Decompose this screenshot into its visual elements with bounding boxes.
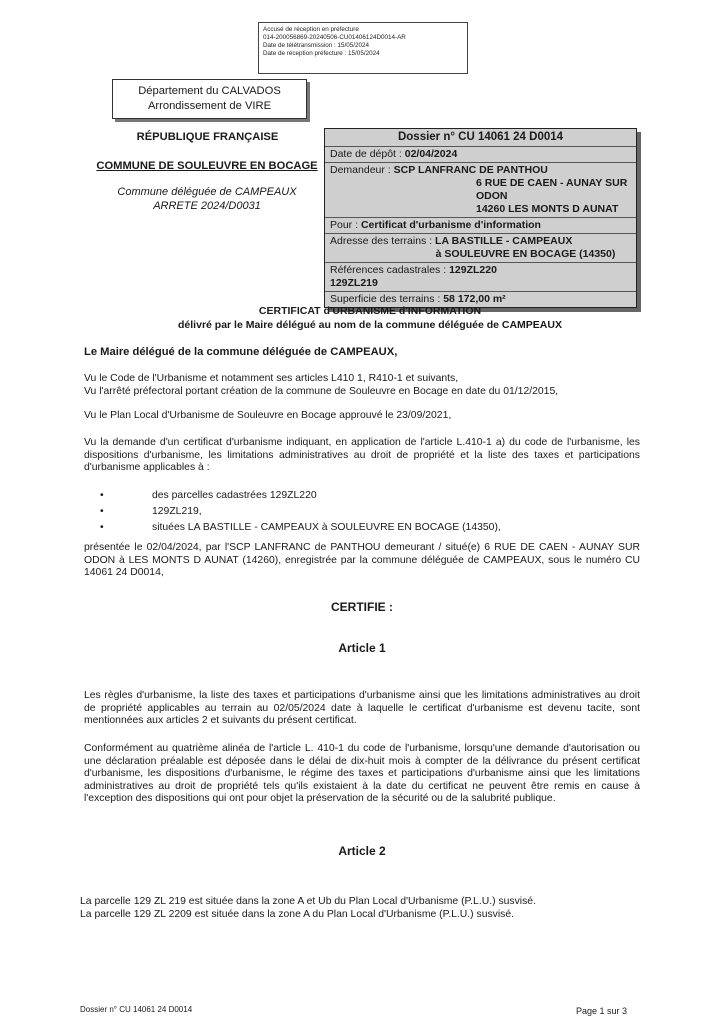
parcel-zone-2209: La parcelle 129 ZL 2209 est située dans la zone A du Plan Local d'Urbanisme (P.L.U.) susvisé. [80,908,515,920]
article-2-heading: Article 2 [338,844,386,858]
adresse-line2: à SOULEUVRE EN BOCAGE (14350) [435,248,616,260]
commune-heading: COMMUNE DE SOULEUVRE EN BOCAGE [96,160,318,172]
adresse-label: Adresse des terrains : [330,235,436,247]
adresse-line1: LA BASTILLE - CAMPEAUX [435,235,573,247]
article-2-parcels [80,896,636,921]
demandeur-address: 6 RUE DE CAEN - AUNAY SUR ODON [476,177,628,202]
list-item: • des parcelles cadastrées 129ZL220 [100,488,501,504]
pour-value: Certificat d'urbanisme d'information [360,219,541,231]
dossier-box [324,128,637,308]
page-number: Page 1 sur 3 [576,1006,628,1016]
vu-code-urbanisme: Vu le Code de l'Urbanisme et notamment ses articles L410 1, R410-1 et suivants, [84,373,459,384]
dossier-pour-row [325,218,636,234]
list-item: • situées LA BASTILLE - CAMPEAUX à SOULEUVRE EN BOCAGE (14350), [100,520,501,536]
arrondissement: Arrondissement de VIRE [147,100,272,112]
superficie-label: Superficie des terrains : [330,293,444,305]
reference-2: 129ZL219 [330,277,378,289]
certificate-title-line1: CERTIFICAT d'URBANISME d'INFORMATION [258,305,482,317]
pour-label: Pour : [330,219,361,231]
superficie-value: 58 172,00 m² [443,293,506,305]
demandeur-name: SCP LANFRANC DE PANTHOU [393,164,548,176]
arrete-number: ARRETE 2024/D0031 [153,200,261,212]
list-item: • 129ZL219, [100,504,501,520]
parcel-item-3: situées LA BASTILLE - CAMPEAUX à SOULEUVRE EN BOCAGE (14350), [152,522,501,533]
presentee-paragraph: présentée le 02/04/2024, par l'SCP LANFRANC de PANTHOU demeurant / situé(e) 6 RUE DE CAEN - AUNAY SUR ODON à LES MONTS D AUNAT (14260), enregistrée par la commune déléguée de CAMPEAUX, sous le numéro CU 14061 24 D0014, [84,542,640,578]
references-label: Références cadastrales : [330,264,450,276]
certificate-title [140,304,600,332]
certificate-title-line2: délivré par le Maire délégué au nom de la commune déléguée de CAMPEAUX [178,319,562,331]
department-name: Département du CALVADOS [138,85,281,97]
date-label: Date de dépôt : [330,148,405,160]
date-value: 02/04/2024 [404,148,458,160]
dossier-adresse-row [325,234,636,263]
article-1-heading: Article 1 [338,641,386,655]
stamp-line: 014-200056869-20240506-CU01406124D0014-AR [263,34,406,41]
reference-1: 129ZL220 [449,264,497,276]
mayor-intro: Le Maire délégué de la commune déléguée de CAMPEAUX, [84,346,398,358]
parcel-list [100,488,501,536]
vu-arrete-prefectoral: Vu l'arrêté préfectoral portant création de la commune de Souleuvre en Bocage en date du 01/12/2015, [84,385,559,397]
dossier-number: Dossier n° CU 14061 24 D0014 [325,129,636,147]
demandeur-label: Demandeur : [330,164,394,176]
department-box [112,79,307,119]
demandeur-city: 14260 LES MONTS D AUNAT [476,203,619,215]
reception-stamp [258,22,468,74]
vu-paragraph-1 [84,373,640,398]
stamp-line: Date de télétransmission : 15/05/2024 [263,42,370,49]
article-1-paragraph-1: Les règles d'urbanisme, la liste des taxes et participations d'urbanisme ainsi que les limitations administratives au droit de propriété applicables au terrain au 02/05/2024 date à laquelle le certificat d'urbanisme est devenu tacite, sont mentionnées aux articles 2 et suivants du présent certificat. [84,690,640,726]
vu-demande: Vu la demande d'un certificat d'urbanisme indiquant, en application de l'article L.410-1 a) du code de l'urbanisme, les dispositions d'urbanisme, les limitations administratives au droit de propriété et la liste des taxes et participations d'urbanisme applicables à : [84,437,640,473]
parcel-item-1: des parcelles cadastrées 129ZL220 [152,490,317,501]
dossier-demandeur-row [325,163,636,218]
stamp-line: Accusé de réception en préfecture [263,26,359,33]
certifie-heading: CERTIFIE : [331,600,393,614]
dossier-date-row [325,147,636,163]
stamp-line: Date de réception préfecture : 15/05/2024 [263,50,380,57]
vu-plu: Vu le Plan Local d'Urbanisme de Souleuvre en Bocage approuvé le 23/09/2021, [84,410,452,421]
delegated-commune [92,185,322,213]
republic-heading: RÉPUBLIQUE FRANÇAISE [136,131,279,143]
delegated-commune-name: Commune déléguée de CAMPEAUX [117,186,297,198]
parcel-zone-219: La parcelle 129 ZL 219 est située dans la zone A et Ub du Plan Local d'Urbanisme (P.L.U.) susvisé. [80,896,536,907]
dossier-references-row [325,263,636,292]
article-1-paragraph-2: Conformément au quatrième alinéa de l'article L. 410-1 du code de l'urbanisme, lorsqu'une demande d'autorisation ou une déclaration préalable est déposée dans le délai de dix-huit mois à compter de la délivrance du présent certificat d'urbanisme, les dispositions d'urbanisme, le régime des taxes et participations d'urbanisme ainsi que les limitations administratives au droit de propriété tels qu'ils existaient à la date du certificat ne peuvent être remis en cause à l'exception des dispositions qui ont pour objet la préservation de la sécurité ou de la salubrité publique. [84,743,640,804]
footer-dossier-number: Dossier n° CU 14061 24 D0014 [80,1005,193,1014]
parcel-item-2: 129ZL219, [152,506,202,517]
